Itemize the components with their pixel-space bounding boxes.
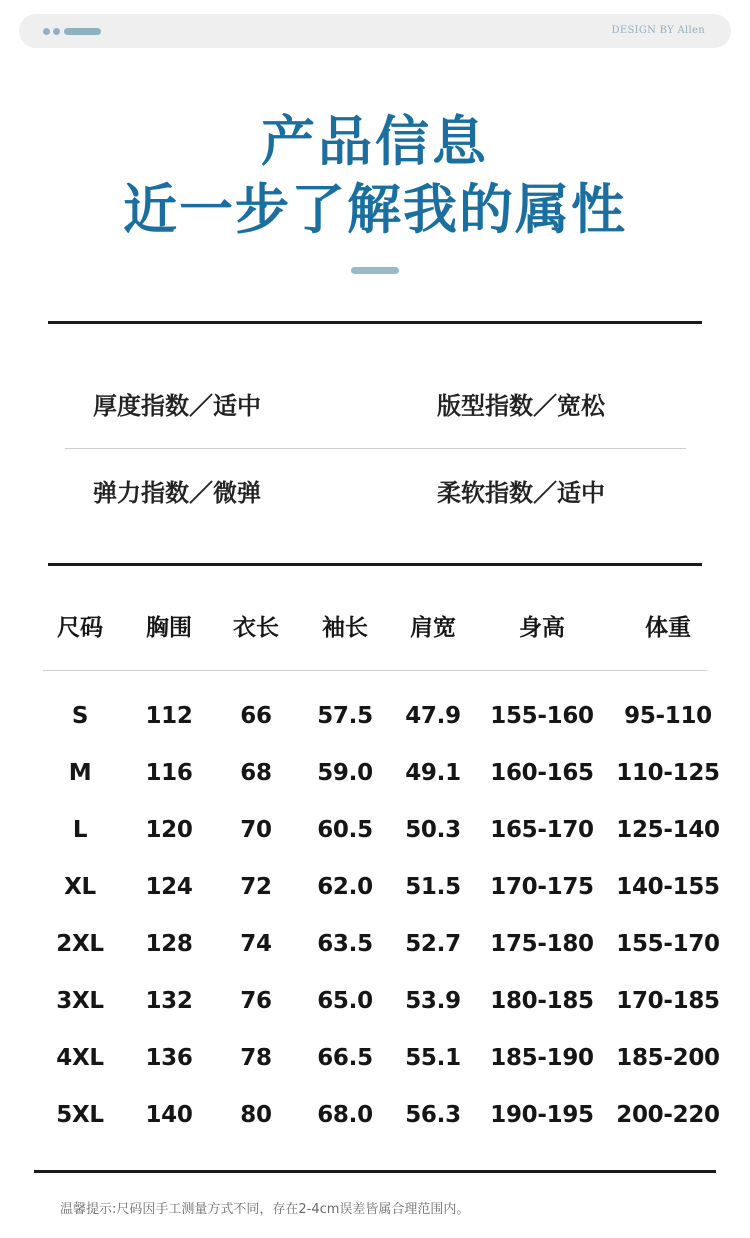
table-cell: XL xyxy=(64,874,96,900)
table-cell: 56.3 xyxy=(405,1102,461,1128)
table-cell: 5XL xyxy=(56,1102,104,1128)
table-cell: 160-165 xyxy=(490,760,594,786)
table-cell: 140-155 xyxy=(616,874,720,900)
pill-decoration xyxy=(64,28,101,35)
table-cell: 52.7 xyxy=(405,931,461,957)
attribute-softness: 柔软指数／适中 xyxy=(437,479,605,507)
table-cell: 66.5 xyxy=(317,1045,373,1071)
column-header: 胸围 xyxy=(146,615,192,641)
table-cell: 50.3 xyxy=(405,817,461,843)
table-cell: 62.0 xyxy=(317,874,373,900)
table-cell: 72 xyxy=(240,874,272,900)
table-cell: 120 xyxy=(145,817,193,843)
table-cell: 51.5 xyxy=(405,874,461,900)
divider xyxy=(34,1170,716,1173)
column-header: 身高 xyxy=(519,615,565,641)
column-header: 肩宽 xyxy=(410,615,456,641)
column-header: 尺码 xyxy=(57,615,103,641)
table-cell: 2XL xyxy=(56,931,104,957)
table-cell: 190-195 xyxy=(490,1102,594,1128)
table-cell: 140 xyxy=(145,1102,193,1128)
table-cell: 55.1 xyxy=(405,1045,461,1071)
table-cell: 112 xyxy=(145,703,193,729)
table-cell: 155-160 xyxy=(490,703,594,729)
attribute-fit: 版型指数／宽松 xyxy=(437,392,605,420)
table-cell: 74 xyxy=(240,931,272,957)
table-cell: 60.5 xyxy=(317,817,373,843)
attribute-elasticity: 弹力指数／微弹 xyxy=(93,479,261,507)
table-cell: 136 xyxy=(145,1045,193,1071)
table-cell: 63.5 xyxy=(317,931,373,957)
table-cell: 175-180 xyxy=(490,931,594,957)
table-cell: 68.0 xyxy=(317,1102,373,1128)
table-cell: 170-175 xyxy=(490,874,594,900)
table-cell: 180-185 xyxy=(490,988,594,1014)
table-cell: 66 xyxy=(240,703,272,729)
table-cell: 65.0 xyxy=(317,988,373,1014)
top-bar xyxy=(19,14,731,48)
divider xyxy=(48,563,702,566)
table-cell: 128 xyxy=(145,931,193,957)
column-header: 袖长 xyxy=(322,615,368,641)
divider xyxy=(65,448,686,449)
page-title: 产品信息 xyxy=(261,109,489,173)
column-header: 体重 xyxy=(645,615,691,641)
attribute-thickness: 厚度指数／适中 xyxy=(93,392,261,420)
table-cell: 47.9 xyxy=(405,703,461,729)
table-cell: M xyxy=(68,760,92,786)
table-cell: S xyxy=(71,703,89,729)
table-cell: 185-200 xyxy=(616,1045,720,1071)
title-underline-decoration xyxy=(351,267,399,274)
divider xyxy=(43,670,707,671)
table-cell: 4XL xyxy=(56,1045,104,1071)
table-cell: 3XL xyxy=(56,988,104,1014)
table-cell: 125-140 xyxy=(616,817,720,843)
dot-decoration xyxy=(53,28,60,35)
table-cell: 49.1 xyxy=(405,760,461,786)
size-footnote: 温馨提示:尺码因手工测量方式不同，存在2-4cm误差皆属合理范围内。 xyxy=(60,1202,470,1217)
table-cell: 80 xyxy=(240,1102,272,1128)
table-cell: 110-125 xyxy=(616,760,720,786)
table-cell: 57.5 xyxy=(317,703,373,729)
table-cell: 59.0 xyxy=(317,760,373,786)
table-cell: 132 xyxy=(145,988,193,1014)
table-cell: 116 xyxy=(145,760,193,786)
table-cell: 200-220 xyxy=(616,1102,720,1128)
design-credit: DESIGN BY Allen xyxy=(611,25,705,36)
table-cell: 155-170 xyxy=(616,931,720,957)
table-cell: 76 xyxy=(240,988,272,1014)
table-cell: 53.9 xyxy=(405,988,461,1014)
table-cell: 68 xyxy=(240,760,272,786)
table-cell: 170-185 xyxy=(616,988,720,1014)
page-subtitle: 近一步了解我的属性 xyxy=(123,177,627,241)
table-cell: 124 xyxy=(145,874,193,900)
column-header: 衣长 xyxy=(233,615,279,641)
table-cell: 95-110 xyxy=(624,703,712,729)
divider xyxy=(48,321,702,324)
dot-decoration xyxy=(43,28,50,35)
table-cell: 78 xyxy=(240,1045,272,1071)
table-cell: 165-170 xyxy=(490,817,594,843)
table-cell: 185-190 xyxy=(490,1045,594,1071)
table-cell: 70 xyxy=(240,817,272,843)
table-cell: L xyxy=(72,817,88,843)
